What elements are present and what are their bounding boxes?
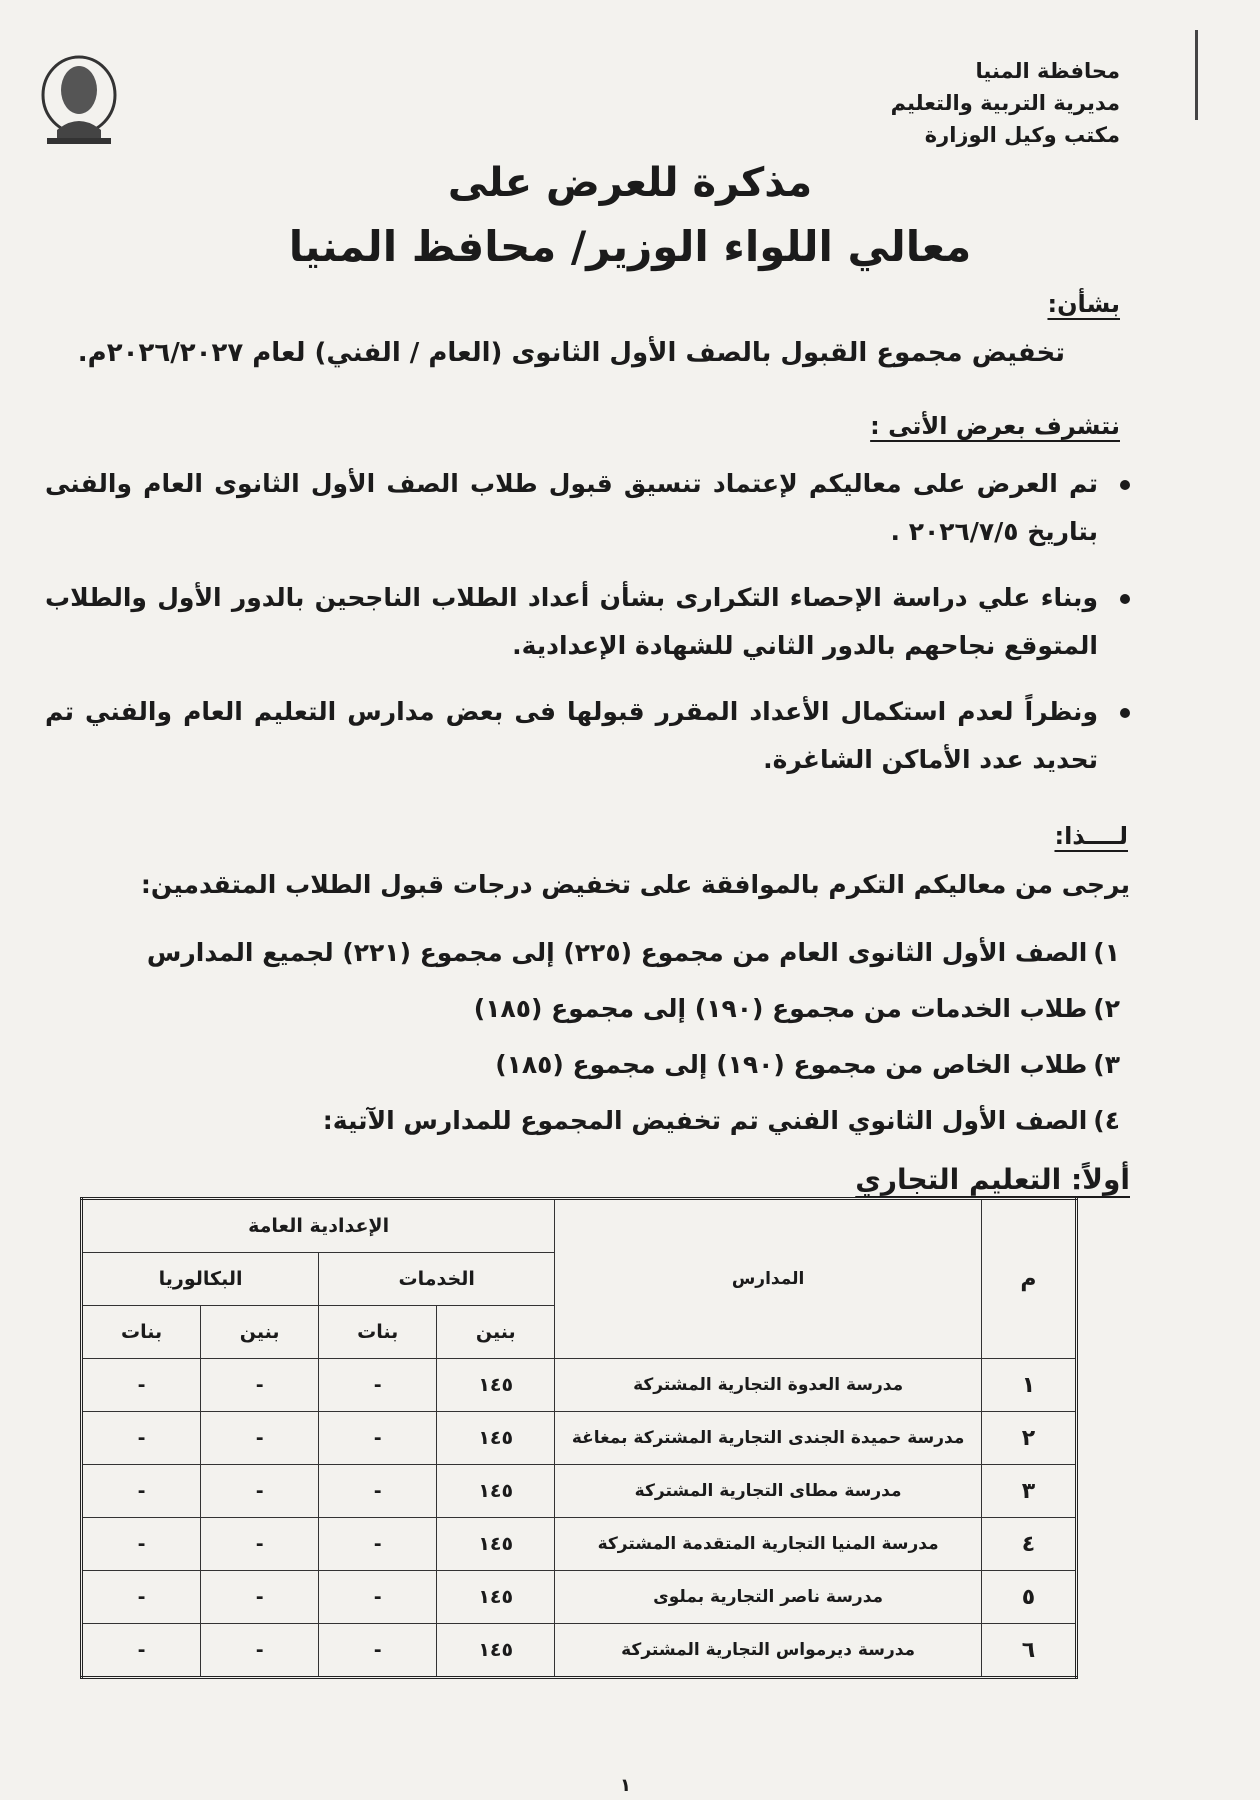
services-girls: - (319, 1359, 437, 1412)
list-item (120, 1037, 1120, 1093)
bacc-girls: - (82, 1465, 201, 1518)
intro-label: نتشرف بعرض الأتى : (870, 412, 1120, 440)
bacc-girls: - (82, 1571, 201, 1624)
school-name: مدرسة حميدة الجندى التجارية المشتركة بمغاغة (555, 1412, 982, 1465)
row-number: ٣ (981, 1465, 1076, 1518)
services-girls: - (319, 1518, 437, 1571)
row-number: ١ (981, 1359, 1076, 1412)
item-text: طلاب الخاص من مجموع (١٩٠) إلى مجموع (١٨٥) (495, 1050, 1088, 1079)
governorate-logo-icon (22, 50, 137, 150)
list-item (120, 925, 1120, 981)
col-header-group: الإعدادية العامة (82, 1199, 555, 1253)
services-girls: - (319, 1624, 437, 1678)
therefore-label: لــــذا: (1054, 822, 1128, 850)
page-number: ١ (620, 1775, 631, 1796)
item-text: طلاب الخدمات من مجموع (١٩٠) إلى مجموع (١٨٥) (473, 994, 1088, 1023)
row-number: ٤ (981, 1518, 1076, 1571)
issuer-header (860, 55, 1120, 151)
services-boys: ١٤٥ (437, 1412, 555, 1465)
item-number: ١) (1093, 938, 1120, 967)
table-row (82, 1624, 1077, 1678)
col-header-girls: بنات (82, 1306, 201, 1359)
school-name: مدرسة ناصر التجارية بملوى (555, 1571, 982, 1624)
school-name: مدرسة المنيا التجارية المتقدمة المشتركة (555, 1518, 982, 1571)
memo-addressee: معالي اللواء الوزير/ محافظ المنيا (288, 222, 972, 271)
services-girls: - (319, 1465, 437, 1518)
list-item (120, 981, 1120, 1037)
table-row (82, 1465, 1077, 1518)
request-items (120, 925, 1120, 1149)
bullet-text: تم العرض على معاليكم لإعتماد تنسيق قبول طلاب الصف الأول الثانوى العام والفنى بتاريخ ٢٠٢٦/٧/٥ . (45, 469, 1098, 546)
item-number: ٤) (1093, 1106, 1120, 1135)
bullet-icon (1120, 708, 1130, 718)
intro-bullets (45, 460, 1130, 802)
request-text: يرجى من معاليكم التكرم بالموافقة على تخفيض درجات قبول الطلاب المتقدمين: (140, 870, 1130, 899)
section-title: أولاً: التعليم التجاري (855, 1163, 1130, 1196)
table-row (82, 1359, 1077, 1412)
bacc-boys: - (201, 1465, 319, 1518)
services-boys: ١٤٥ (437, 1359, 555, 1412)
subject-text: تخفيض مجموع القبول بالصف الأول الثانوى (العام / الفني) لعام ٢٠٢٦/٢٠٢٧م. (77, 338, 1065, 368)
bacc-girls: - (82, 1624, 201, 1678)
services-girls: - (319, 1571, 437, 1624)
row-number: ٦ (981, 1624, 1076, 1678)
list-item (45, 688, 1130, 784)
subject-label: بشأن: (1047, 290, 1120, 318)
header-line: مديرية التربية والتعليم (890, 91, 1120, 115)
services-boys: ١٤٥ (437, 1465, 555, 1518)
col-header-bacc: البكالوريا (82, 1253, 319, 1306)
services-boys: ١٤٥ (437, 1571, 555, 1624)
services-boys: ١٤٥ (437, 1624, 555, 1678)
bacc-boys: - (201, 1624, 319, 1678)
row-number: ٢ (981, 1412, 1076, 1465)
services-girls: - (319, 1412, 437, 1465)
item-number: ٣) (1093, 1050, 1120, 1079)
margin-line (1195, 30, 1198, 120)
bullet-text: وبناء علي دراسة الإحصاء التكرارى بشأن أعداد الطلاب الناجحين بالدور الأول والطلاب المتوقع نجاحهم بالدور الثاني للشهادة الإعدادية. (45, 583, 1098, 660)
col-header-boys: بنين (201, 1306, 319, 1359)
bacc-girls: - (82, 1518, 201, 1571)
list-item (45, 574, 1130, 670)
bullet-icon (1120, 480, 1130, 490)
bacc-boys: - (201, 1412, 319, 1465)
schools-table (80, 1197, 1078, 1679)
col-header-services: الخدمات (319, 1253, 555, 1306)
item-number: ٢) (1093, 994, 1120, 1023)
table-row (82, 1518, 1077, 1571)
row-number: ٥ (981, 1571, 1076, 1624)
bacc-girls: - (82, 1412, 201, 1465)
bacc-boys: - (201, 1359, 319, 1412)
col-header-m: م (981, 1199, 1076, 1359)
bacc-boys: - (201, 1518, 319, 1571)
memo-title: مذكرة للعرض على (447, 160, 813, 206)
list-item (120, 1093, 1120, 1149)
bullet-icon (1120, 594, 1130, 604)
school-name: مدرسة العدوة التجارية المشتركة (555, 1359, 982, 1412)
header-line: مكتب وكيل الوزارة (924, 123, 1120, 147)
bacc-boys: - (201, 1571, 319, 1624)
table-row (82, 1571, 1077, 1624)
school-name: مدرسة مطاى التجارية المشتركة (555, 1465, 982, 1518)
school-name: مدرسة ديرمواس التجارية المشتركة (555, 1624, 982, 1678)
col-header-boys: بنين (437, 1306, 555, 1359)
table-row (82, 1412, 1077, 1465)
col-header-girls: بنات (319, 1306, 437, 1359)
header-line: محافظة المنيا (975, 59, 1120, 83)
services-boys: ١٤٥ (437, 1518, 555, 1571)
bullet-text: ونظراً لعدم استكمال الأعداد المقرر قبولها فى بعض مدارس التعليم العام والفني تم تحديد عدد الأماكن الشاغرة. (45, 697, 1098, 774)
col-header-schools: المدارس (555, 1199, 982, 1359)
bacc-girls: - (82, 1359, 201, 1412)
list-item (45, 460, 1130, 556)
item-text: الصف الأول الثانوي الفني تم تخفيض المجموع للمدارس الآتية: (322, 1106, 1088, 1135)
item-text: الصف الأول الثانوى العام من مجموع (٢٢٥) إلى مجموع (٢٢١) لجميع المدارس (146, 938, 1088, 967)
